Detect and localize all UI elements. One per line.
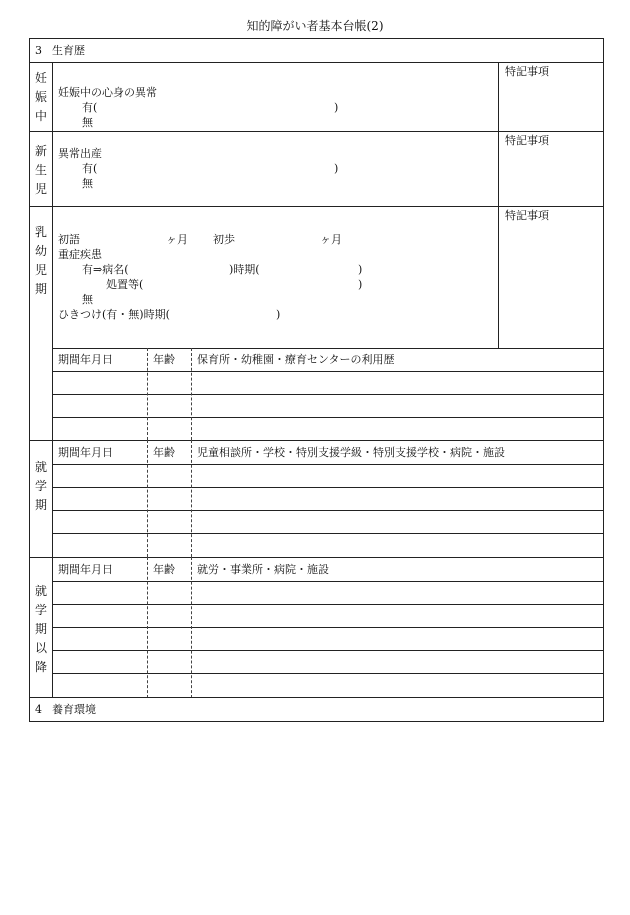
frame-bottom bbox=[29, 721, 604, 722]
infant-history-header-facility: 保育所・幼稚園・療育センターの利用歴 bbox=[197, 353, 395, 366]
infant-side-label: 乳 幼 児 期 bbox=[34, 225, 47, 296]
after-school-history-row-line-3 bbox=[52, 627, 604, 628]
newborn-yes-close: ) bbox=[334, 162, 339, 175]
frame-top bbox=[29, 38, 604, 39]
pregnancy-divider bbox=[29, 131, 604, 132]
after-school-history-header-age: 年齢 bbox=[153, 563, 175, 576]
school-history-dash-2 bbox=[191, 440, 192, 557]
after-school-history-dash-1 bbox=[147, 557, 148, 698]
pregnancy-notes-label: 特記事項 bbox=[505, 65, 549, 78]
page-title: 知的障がい者基本台帳(2) bbox=[246, 19, 384, 33]
after-school-history-row-line-4 bbox=[52, 650, 604, 651]
treatment-close: ) bbox=[358, 278, 363, 291]
pregnancy-no: 無 bbox=[82, 116, 93, 129]
pregnancy-side-label: 妊 娠 中 bbox=[34, 71, 47, 123]
infant-history-row-line-3 bbox=[52, 417, 604, 418]
school-history-header-age: 年齢 bbox=[153, 446, 175, 459]
section4-title: 養育環境 bbox=[52, 703, 96, 716]
school-history-header-facility: 児童相談所・学校・特別支援学級・特別支援学校・病院・施設 bbox=[197, 446, 505, 459]
after-school-history-header-period: 期間年月日 bbox=[58, 563, 113, 576]
section3-number: 3 bbox=[35, 44, 42, 57]
after-school-history-row-line-2 bbox=[52, 604, 604, 605]
school-history-dash-1 bbox=[147, 440, 148, 557]
frame-right bbox=[603, 38, 604, 722]
newborn-no: 無 bbox=[82, 177, 93, 190]
section3-title: 生育歴 bbox=[52, 44, 85, 57]
pregnancy-yes-close: ) bbox=[334, 101, 339, 114]
section4-number: 4 bbox=[35, 703, 42, 716]
school-history-row-line-1 bbox=[52, 464, 604, 465]
school-history-row-line-3 bbox=[52, 510, 604, 511]
newborn-divider bbox=[29, 206, 604, 207]
school-history-header-period: 期間年月日 bbox=[58, 446, 113, 459]
first-words-label: 初語 bbox=[58, 233, 80, 246]
disease-period-close: ) bbox=[358, 263, 363, 276]
first-words-months: ヶ月 bbox=[166, 233, 188, 246]
school-divider bbox=[29, 557, 604, 558]
severe-illness-label: 重症疾患 bbox=[58, 248, 102, 261]
after-school-history-row-line-1 bbox=[52, 581, 604, 582]
convulsion-open: ひきつけ(有・無)時期( bbox=[58, 308, 170, 321]
school-side-label: 就 学 期 bbox=[34, 460, 47, 512]
convulsion-close: ) bbox=[276, 308, 281, 321]
label-column-divider bbox=[52, 62, 53, 698]
after-school-history-header-facility: 就労・事業所・病院・施設 bbox=[197, 563, 329, 576]
infant-notes-label: 特記事項 bbox=[505, 209, 549, 222]
disease-name-open: 有⇒病名( bbox=[82, 263, 129, 276]
newborn-yes-open: 有( bbox=[82, 162, 98, 175]
newborn-side-label: 新 生 児 bbox=[34, 144, 47, 196]
treatment-open: 処置等( bbox=[106, 278, 144, 291]
newborn-heading: 異常出産 bbox=[58, 147, 102, 160]
pregnancy-yes-open: 有( bbox=[82, 101, 98, 114]
after-school-divider bbox=[29, 697, 604, 698]
infant-history-header-period: 期間年月日 bbox=[58, 353, 113, 366]
pregnancy-heading: 妊娠中の心身の異常 bbox=[58, 86, 157, 99]
severe-illness-no: 無 bbox=[82, 293, 93, 306]
infant-divider bbox=[29, 440, 604, 441]
frame-left bbox=[29, 38, 30, 722]
after-school-history-dash-2 bbox=[191, 557, 192, 698]
school-history-row-line-4 bbox=[52, 533, 604, 534]
infant-history-row-line-1 bbox=[52, 371, 604, 372]
after-school-side-label: 就 学 期 以 降 bbox=[34, 584, 47, 674]
infant-history-top bbox=[52, 348, 604, 349]
school-history-row-line-2 bbox=[52, 487, 604, 488]
first-steps-label: 初歩 bbox=[213, 233, 235, 246]
first-steps-months: ヶ月 bbox=[320, 233, 342, 246]
infant-history-header-age: 年齢 bbox=[153, 353, 175, 366]
infant-history-dash-1 bbox=[147, 348, 148, 440]
infant-history-row-line-2 bbox=[52, 394, 604, 395]
notes-column-divider bbox=[498, 62, 499, 348]
newborn-notes-label: 特記事項 bbox=[505, 134, 549, 147]
disease-period-open: )時期( bbox=[229, 263, 260, 276]
section3-divider bbox=[29, 62, 604, 63]
infant-history-dash-2 bbox=[191, 348, 192, 440]
after-school-history-row-line-5 bbox=[52, 673, 604, 674]
